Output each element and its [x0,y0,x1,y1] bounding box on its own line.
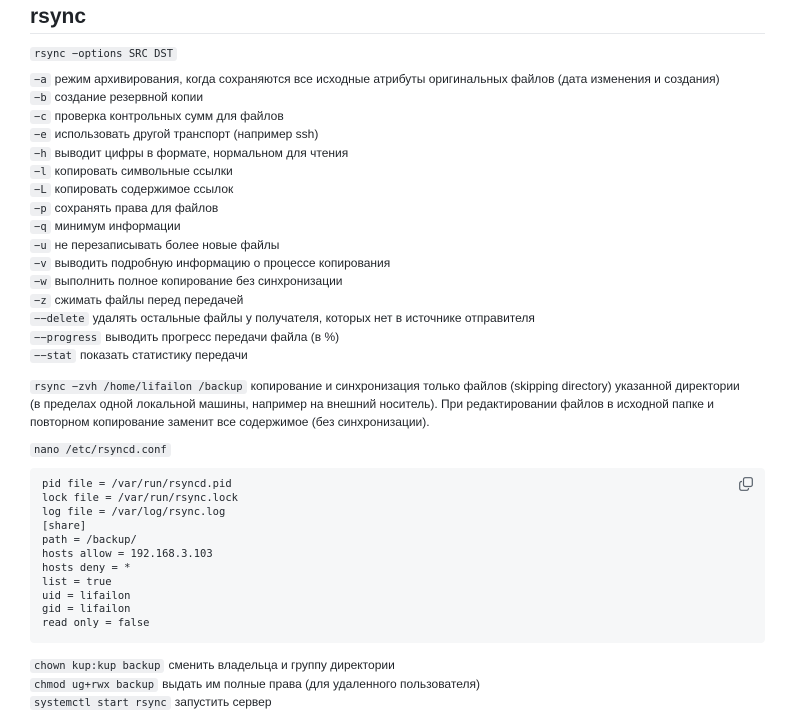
options-list [30,71,765,366]
syntax-line [30,46,765,60]
option-flag: −z [30,294,51,308]
option-desc: выводит цифры в формате, нормальном для чтения [54,145,349,160]
option-item [30,163,765,181]
option-flag: −c [30,110,51,124]
option-desc: выполнить полное копирование без синхронизации [54,274,343,289]
option-flag: −b [30,91,51,105]
option-item [30,181,765,199]
option-flag: −w [30,275,51,289]
option-item [30,273,765,291]
option-desc: выводить прогресс передачи файла (в %) [105,329,340,344]
example-command: rsync −zvh /home/lifailon /backup [30,380,247,394]
config-code: pid file = /var/run/rsyncd.pid lock file = /var/run/rsync.lock log file = /var/log/rsync.log [share] path = /backup/ hosts allow = 192.168.3.103 hosts deny = * list = true uid = lifailon gid = lifailon read only = false [42,478,238,630]
option-flag: −e [30,128,51,142]
option-desc: удалять остальные файлы у получателя, которых нет в источнике отправителя [92,311,535,326]
option-item [30,108,765,126]
footer-item [30,676,765,694]
option-desc: копировать символьные ссылки [54,164,233,179]
footer-desc: выдать им полные права (для удаленного пользователя) [162,676,480,691]
copy-icon-graphic [739,477,753,491]
copy-icon[interactable] [739,477,753,491]
option-flag: −L [30,183,51,197]
option-item [30,237,765,255]
footer-command: chmod ug+rwx backup [30,678,158,692]
option-item [30,145,765,163]
option-item [30,292,765,310]
nano-line [30,442,765,456]
footer-item [30,657,765,675]
option-item [30,218,765,236]
document [30,0,765,713]
option-item [30,347,765,365]
footer-item [30,694,765,712]
option-item [30,89,765,107]
option-item [30,310,765,328]
option-flag: −l [30,165,51,179]
option-desc: сохранять права для файлов [54,200,219,215]
option-desc: показать статистику передачи [79,348,248,363]
option-desc: режим архивирования, когда сохраняются все исходные атрибуты оригинальных файлов (дата изменения и создания) [54,72,720,86]
option-desc: не перезаписывать более новые файлы [54,237,280,252]
option-desc: сжимать файлы перед передачей [54,292,244,307]
option-desc: копировать содержимое ссылок [54,182,234,197]
option-flag: −a [30,73,51,87]
nano-command: nano /etc/rsyncd.conf [30,443,171,457]
footer-commands [30,657,765,712]
option-flag: −q [30,220,51,234]
option-flag: −−progress [30,331,101,345]
option-flag: −−delete [30,312,89,326]
option-flag: −p [30,202,51,216]
option-desc: выводить подробную информацию о процессе копирования [54,256,391,271]
syntax-code: rsync −options SRC DST [30,47,177,61]
footer-desc: сменить владельца и группу директории [168,658,395,673]
option-flag: −−stat [30,349,76,363]
title-divider [30,33,765,34]
config-code-block [30,468,765,643]
option-desc: проверка контрольных сумм для файлов [54,108,284,123]
option-item [30,71,765,89]
footer-desc: запустить сервер [174,695,272,710]
option-flag: −v [30,257,51,271]
option-flag: −u [30,239,51,253]
footer-command: systemctl start rsync [30,696,171,710]
option-desc: создание резервной копии [54,90,204,105]
option-flag: −h [30,147,51,161]
example-paragraph [30,378,750,432]
option-desc: минимум информации [54,219,181,234]
footer-command: chown kup:kup backup [30,659,164,673]
option-item [30,126,765,144]
option-item [30,329,765,347]
option-item [30,255,765,273]
option-desc: использовать другой транспорт (например ssh) [54,127,319,142]
page-title: rsync [30,5,87,28]
option-item [30,200,765,218]
example-description: копирование и синхронизация только файлов (skipping directory) указанной директории (в пределах одной локальной машины, например на внешний носитель). При редактировании файлов в исходной папке и повторном копирование заменит все содержимое (без синхронизации). [30,378,740,429]
